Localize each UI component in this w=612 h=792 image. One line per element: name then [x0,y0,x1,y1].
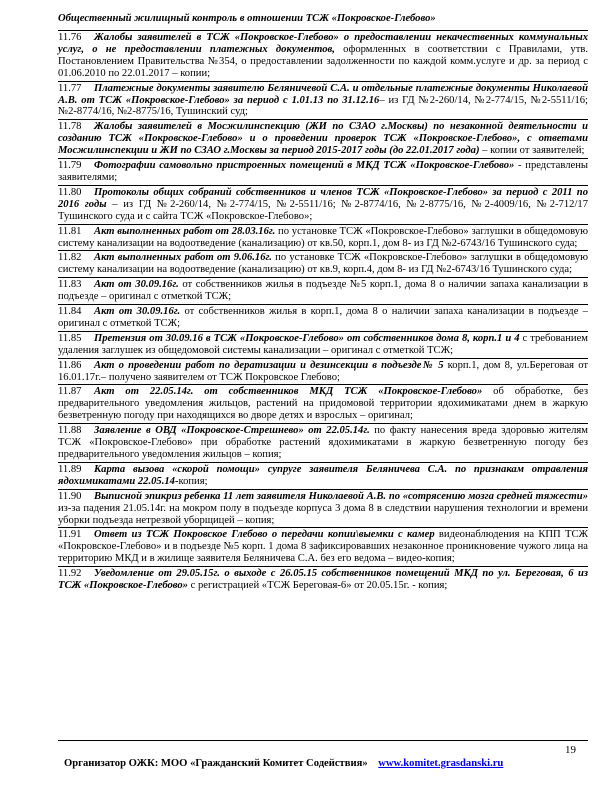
item-title: Акт выполненных работ от 28.03.16г. [94,225,276,237]
item-number: 11.79 [58,160,82,172]
item-title: Акт от 30.09.16г. [94,279,179,291]
item-title: Заявление в ОВД «Покровское-Стрешнево» от 22.05.14г. [94,425,370,437]
item-description: видеонаблюдения на КПП ТСЖ «Покровское-Глебово» и в подъезде №5 корп. 1 дома 8 зафиксировавших незаконное проникновение чужого лица на территорию МКД и в жилище заявителя Беляничева С.А. без его ведома – видео-копия; [58,529,588,565]
item-number: 11.80 [58,186,82,198]
list-item [58,305,588,332]
item-title: Акт от 30.09.16г. [94,306,181,318]
item-number: 11.88 [58,425,82,437]
item-title: Выписной эпикриз ребенка 11 лет заявителя Николаевой А.В. по «сотрясению мозга средней тяжести» [94,490,588,502]
item-number: 11.81 [58,225,82,237]
item-description: от собственников жилья в подъезде №5 корп.1, дома 8 о наличии запаха канализации в подъезде – оригинал с отметкой ТСЖ; [58,279,588,303]
item-description: – из ГД №2-260/14, №2-774/15, №2-5511/16; №2-8774/16, №2-8775/16, Тушинский суд; [58,94,588,118]
item-description: от собственников жилья в корп.1, дома 8 о наличии запаха канализации в подъезде – оригинал с отметкой ТСЖ; [58,306,588,329]
item-description: корп.1, дом 8, ул.Береговая от 16.01.17г.– получено заявителем от ТСЖ Покровское Глебово; [58,359,588,383]
item-description: с регистрацией «ТСЖ Береговая-6» от 20.05.15г. - копия; [187,580,448,592]
item-description: – из ГД №2-260/14, №2-774/15, №2-5511/16; №2-8774/16, №2-8775/16, №2-4009/16, №2-712/17 Тушинского суда и с сайта ТСЖ «Покровское-Глебово»; [58,198,588,222]
list-item [58,385,588,424]
item-description: по установке ТСЖ «Покровское-Глебово» заглушки в общедомовую систему канализации на водоотведение (канализацию) от кв.9, корп.4, дом 8- из ГД №2-6743/16 Тушинского суда; [58,252,588,276]
item-title: Уведомление от 29.05.15г. о выходе с 26.05.15 собственников помещений МКД по ул. Береговая, 6 из ТСЖ «Покровское-Глебово» [58,568,588,592]
list-item [58,463,588,490]
list-item [58,490,588,529]
item-description: копия; [178,475,208,487]
item-title: Претензия от 30.09.16 в ТСЖ «Покровское-Глебово» от собственников дома 8, корп.1 и 4 [94,332,520,344]
list-item [58,567,588,593]
item-number: 11.91 [58,529,82,541]
item-number: 11.90 [58,490,82,502]
item-number: 11.85 [58,332,82,344]
item-number: 11.83 [58,279,82,291]
item-title: Фотографии самовольно пристроенных помещений в МКД ТСЖ «Покровское-Глебово» [94,160,515,172]
list-item [58,251,588,278]
item-description: об обработке, без предварительного уведомления жильцов, растений на придомовой территории ядохимикатами днем в жаркую безветренную погоду при находящихся во дворе детях и взрослых – оригинал; [58,386,589,422]
list-item [58,120,588,159]
item-title: Ответ из ТСЖ Покровское Глебово о передачи копии\выемки с камер [94,529,435,541]
item-number: 11.89 [58,463,82,475]
item-description: по факту нанесения вреда здоровью жителям ТСЖ «Покровское-Глебово» при обработке растений ядохимикатами в жаркую безветренную погоду без предварительного уведомления жильцов – копия; [58,425,588,460]
item-description: - представлены заявителями; [58,160,588,183]
item-number: 11.92 [58,568,82,580]
item-title: Акт от 22.05.14г. от собственников МКД ТСЖ «Покровское-Глебово» [94,386,483,398]
item-description: с требованием удаления заглушек из общедомовой системы канализации – оригинал с отметкой ТСЖ; [58,332,588,356]
item-description: – копии от заявителей; [479,145,585,157]
footer-link[interactable]: www.komitet.grasdanski.ru [378,758,504,769]
list-item [58,31,588,82]
item-number: 11.77 [58,82,82,94]
list-item [58,82,588,121]
item-title: Платежные документы заявителю Беляничевой С.А. и отдельные платежные документы Николаевой А.В. от ТСЖ «Покровское-Глебово» за период с 1.01.13 по 31.12.16 [58,82,588,106]
item-list [58,31,588,593]
item-number: 11.87 [58,386,82,398]
list-item [58,159,588,186]
list-item [58,528,588,567]
list-item [58,359,588,386]
item-number: 11.86 [58,359,82,371]
item-title: Жалобы заявителей в ТСЖ «Покровское-Глебово» о предоставлении некачественных коммунальных услуг, о не предоставлении платежных документов, [58,32,588,55]
item-title: Акт о проведении работ по дератизации и дезинсекции в подъезде№ 5 [94,359,444,371]
item-description: по установке ТСЖ «Покровское-Глебово» заглушки в общедомовую систему канализации на водоотведение (канализацию) от кв.50, корп.1, дом 8- из ГД №2-6743/16 Тушинского суда; [58,225,588,249]
item-title: Карта вызова «скорой помощи» супруге заявителя Беляничева С.А. по признакам отравления ядохимикатами 22.05.14- [58,463,588,487]
item-description: из-за падения 21.05.14г. на мокром полу в подъезде корпуса 3 дома 8 в следствии нарушения технологии и времени уборки подъезда нетрезвой уборщицей – копия; [58,502,588,526]
footer-divider [58,740,588,741]
item-number: 11.82 [58,252,82,264]
page-footer [64,758,604,769]
item-number: 11.78 [58,121,82,133]
item-description: оформленных в соответствии с Правилами, утв. Постановлением Правительства №354, о предоставлении задолженности по каждой комм.услуге и др. за период с 01.06.2010 по 22.01.2017 – копии; [58,43,588,79]
list-item [58,186,588,225]
page-number: 19 [565,744,576,756]
item-title: Протоколы общих собраний собственников и членов ТСЖ «Покровское-Глебово» за период с 2011 по 2016 годы [58,186,588,210]
list-item [58,278,588,305]
list-item [58,332,588,359]
footer-organizer: Организатор ОЖК: МОО «Гражданский Комитет Содействия» [64,758,368,769]
item-number: 11.76 [58,32,82,43]
item-title: Акт выполненных работ от 9.06.16г. [94,252,272,264]
list-item [58,225,588,252]
list-item [58,424,588,463]
item-number: 11.84 [58,306,82,318]
page-header: Общественный жилищный контроль в отношении ТСЖ «Покровское-Глебово» [58,13,436,24]
item-title: Жалобы заявителей в Мосжилинспекцию (ЖИ по СЗАО г.Москвы) по незаконной деятельности и созданию ТСЖ «Покровское-Глебово» и о проведении проверок ТСЖ «Покровское-Глебово», с ответами Мосжилинспекции и ЖИ по СЗАО г.Москвы за период 2015-2017 годы (до 22.01.2017 года) [58,121,588,157]
